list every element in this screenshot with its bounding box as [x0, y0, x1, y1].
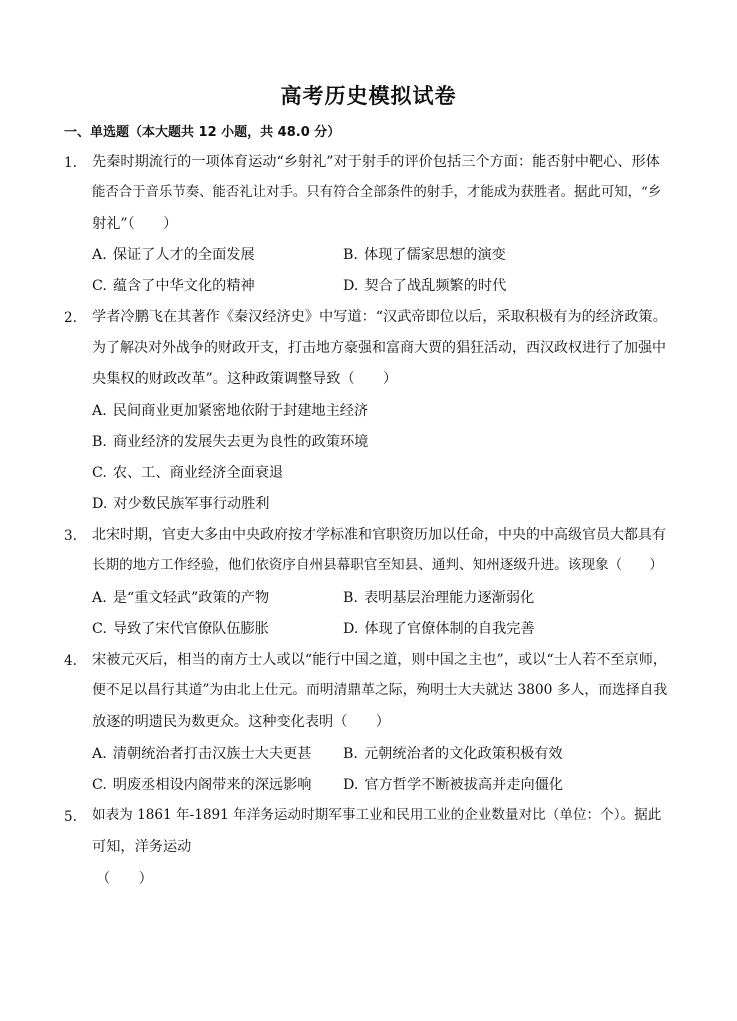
option-letter: C. — [92, 621, 107, 637]
question-text-line: 能否合于音乐节奏、能否礼让对手。只有符合全部条件的射手，才能成为获胜者。据此可知，“乡 — [92, 185, 662, 200]
option-text: 体现了儒家思想的演变 — [363, 247, 506, 263]
option-text: 元朝统治者的文化政策积极有效 — [363, 746, 563, 762]
option-letter: A. — [92, 247, 107, 263]
option-d[interactable] — [92, 497, 269, 511]
question-text-line: 为了解决对外战争的财政开支，打击地方豪强和富商大贾的猖狂活动，西汉政权进行了加强中 — [92, 340, 666, 356]
option-letter: B. — [92, 434, 107, 450]
option-text: 是“重文轻武”政策的产物 — [112, 590, 270, 606]
option-letter: A. — [92, 746, 107, 762]
option-b[interactable] — [343, 747, 563, 761]
option-text: 对少数民族军事行动胜利 — [113, 496, 270, 512]
option-letter: D. — [343, 621, 359, 637]
option-d[interactable] — [343, 622, 535, 636]
question-number: 5. — [64, 809, 77, 825]
question-number: 2. — [64, 310, 77, 326]
option-d[interactable] — [343, 279, 506, 293]
option-letter: C. — [92, 777, 107, 793]
question-text-line: 学者冷鹏飞在其著作《秦汉经济史》中写道：“汉武帝即位以后，采取积极有为的经济政策。 — [92, 309, 667, 325]
answer-blank: （ ） — [96, 871, 153, 887]
question-text-line: 宋被元灭后，相当的南方士人或以“能行中国之道，则中国之主也”，或以“士人若不至京师， — [92, 652, 668, 668]
option-b[interactable] — [343, 591, 534, 605]
question-text-line: 如表为 1861 年-1891 年洋务运动时期军事工业和民用工业的企业数量对比（单位：个）。据此 — [92, 807, 662, 823]
option-text: 商业经济的发展失去更为良性的政策环境 — [112, 434, 369, 450]
question-text-line: 长期的地方工作经验，他们依资序自州县幕职官至知县、通判、知州逐级升进。该现象（ ） — [92, 557, 663, 573]
option-text: 农、工、商业经济全面衰退 — [112, 465, 284, 481]
option-letter: A. — [92, 403, 107, 419]
option-c[interactable] — [92, 279, 255, 293]
option-a[interactable] — [92, 248, 255, 262]
option-letter: C. — [92, 278, 107, 294]
option-text: 蕴含了中华文化的精神 — [112, 278, 255, 294]
question-text-line: 射礼”（ ） — [92, 216, 178, 232]
option-a[interactable] — [92, 404, 368, 418]
option-text: 导致了宋代官僚队伍膨胀 — [112, 621, 269, 637]
question-text-line: 便不足以昌行其道”为由北上仕元。而明清鼎革之际，殉明士大夫就达 3800 多人，而选择自我 — [92, 682, 668, 698]
option-c[interactable] — [92, 778, 312, 792]
option-b[interactable] — [343, 248, 506, 262]
option-letter: B. — [343, 746, 358, 762]
option-text: 表明基层治理能力逐渐弱化 — [363, 590, 535, 606]
question-number: 1. — [64, 155, 77, 171]
question-number: 4. — [64, 653, 77, 669]
option-text: 明废丞相设内阁带来的深远影响 — [112, 777, 312, 793]
question-text-line: 北宋时期，官吏大多由中央政府按才学标准和官职资历加以任命，中央的中高级官员大都具有 — [92, 527, 666, 543]
question-text-line: 央集权的财政改革”。这种政策调整导致（ ） — [92, 371, 398, 387]
option-text: 契合了战乱频繁的时代 — [364, 278, 507, 294]
option-letter: B. — [343, 590, 358, 606]
question-text-line: 可知，洋务运动 — [92, 839, 192, 855]
question-text-line: 放逐的明遗民为数更众。这种变化表明（ ） — [92, 714, 390, 730]
option-a[interactable] — [92, 591, 269, 605]
option-c[interactable] — [92, 622, 269, 636]
option-c[interactable] — [92, 466, 283, 480]
option-letter: D. — [343, 777, 359, 793]
option-d[interactable] — [343, 778, 563, 792]
page-title: 高考历史模拟试卷 — [280, 84, 457, 108]
option-b[interactable] — [92, 435, 368, 449]
option-a[interactable] — [92, 747, 311, 761]
option-text: 官方哲学不断被拔高并走向僵化 — [364, 777, 564, 793]
option-letter: D. — [92, 496, 108, 512]
option-text: 体现了官僚体制的自我完善 — [364, 621, 535, 637]
option-letter: A. — [92, 590, 107, 606]
option-letter: B. — [343, 247, 358, 263]
section-heading: 一、单选题（本大题共 12 小题，共 48.0 分） — [64, 125, 341, 140]
question-number: 3. — [64, 528, 77, 544]
option-letter: D. — [343, 278, 359, 294]
option-text: 清朝统治者打击汉族士大夫更甚 — [112, 746, 312, 762]
option-letter: C. — [92, 465, 107, 481]
option-text: 民间商业更加紧密地依附于封建地主经济 — [112, 403, 369, 419]
option-text: 保证了人才的全面发展 — [112, 247, 255, 263]
question-text-line: 先秦时期流行的一项体育运动“乡射礼”对于射手的评价包括三个方面：能否射中靶心、形体 — [92, 154, 660, 170]
